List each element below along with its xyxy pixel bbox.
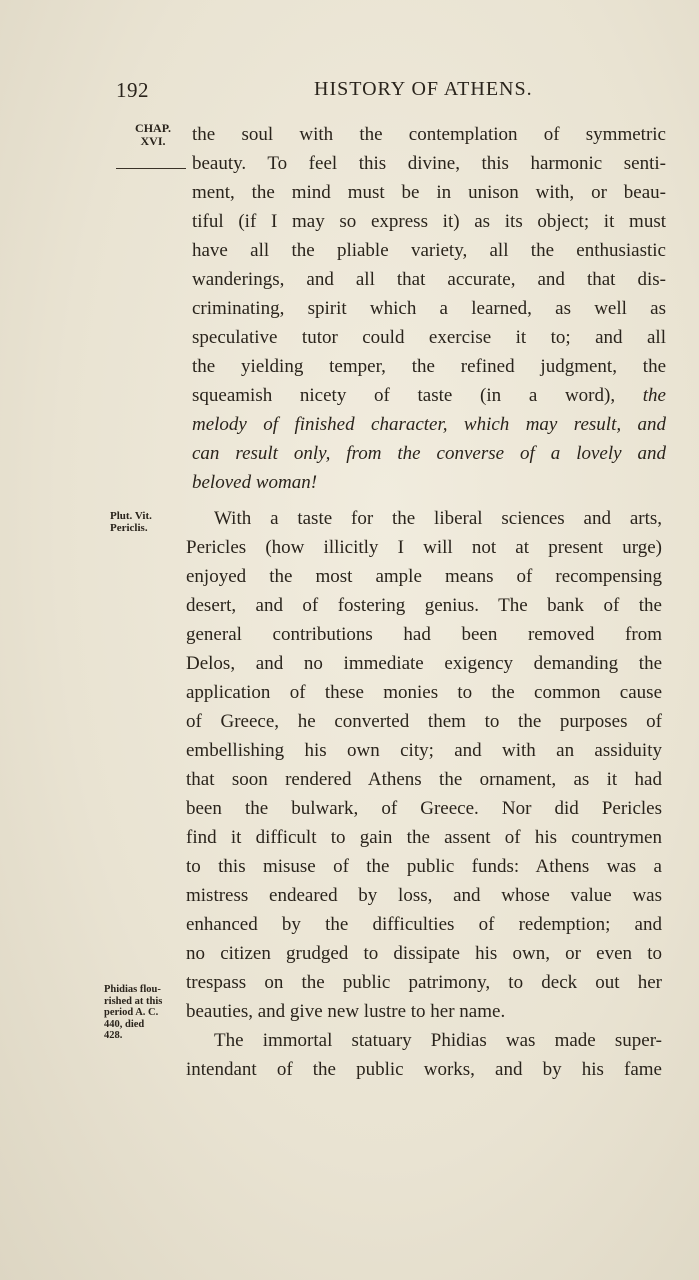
text-line: trespass on the public patrimony, to deck out her	[186, 972, 662, 993]
text-line: desert, and of fostering genius. The bank of the	[186, 595, 662, 616]
chapter-marker	[126, 122, 180, 148]
margin-note-line: period A. C.	[104, 1007, 159, 1018]
text-line: of Greece, he converted them to the purposes of	[186, 711, 662, 732]
text-line: embellishing his own city; and with an assiduity	[186, 740, 662, 761]
text-line: enhanced by the difficulties of redemption; and	[186, 914, 662, 935]
margin-note-line: 428.	[104, 1030, 123, 1041]
chapter-label: CHAP.	[135, 121, 171, 135]
margin-note-plutarch	[110, 510, 180, 534]
text-line: mistress endeared by loss, and whose value was	[186, 885, 662, 906]
margin-note-phidias	[104, 984, 184, 1042]
text-line: tiful (if I may so express it) as its object; it must	[192, 211, 666, 232]
text-line: With a taste for the liberal sciences and arts,	[214, 508, 662, 529]
text-line: wanderings, and all that accurate, and that dis-	[192, 269, 666, 290]
text-line: the soul with the contemplation of symmetric	[192, 124, 666, 145]
text-line: enjoyed the most ample means of recompensing	[186, 566, 662, 587]
text-line	[192, 381, 666, 410]
margin-note-line: rished at this	[104, 995, 163, 1007]
text-line: ment, the mind must be in unison with, or beau-	[192, 182, 666, 203]
text-line: intendant of the public works, and by his fame	[186, 1059, 662, 1080]
margin-note-line: 440, died	[104, 1018, 145, 1030]
chapter-number: XVI.	[140, 134, 166, 148]
page-number: 192	[116, 78, 149, 102]
text-line: melody of finished character, which may result, and	[192, 414, 666, 435]
margin-note-line: Plut. Vit.	[110, 510, 152, 522]
text-line: that soon rendered Athens the ornament, as it had	[186, 769, 662, 790]
paragraph-continued	[192, 120, 666, 497]
text-line: criminating, spirit which a learned, as well as	[192, 298, 666, 319]
text-line: beauties, and give new lustre to her name.	[186, 1001, 506, 1022]
running-title: HISTORY OF ATHENS.	[314, 78, 533, 100]
text-line: beauty. To feel this divine, this harmonic senti-	[192, 153, 666, 174]
paragraph-pericles	[186, 504, 662, 1084]
text-line: speculative tutor could exercise it to; and all	[192, 327, 666, 348]
text-line: the yielding temper, the refined judgment, the	[192, 356, 666, 377]
text-line: Delos, and no immediate exigency demanding the	[186, 653, 662, 674]
text-line: have all the pliable variety, all the enthusiastic	[192, 240, 666, 261]
text-line: beloved woman!	[192, 472, 318, 493]
chapter-rule	[116, 168, 186, 169]
text-line: find it difficult to gain the assent of his countrymen	[186, 827, 662, 848]
text-line: no citizen grudged to dissipate his own, or even to	[186, 943, 662, 964]
text-line: Pericles (how illicitly I will not at present urge)	[186, 537, 662, 558]
text-line: to this misuse of the public funds: Athens was a	[186, 856, 662, 877]
margin-note-line: Phidias flou-	[104, 984, 161, 995]
margin-note-line: Periclis.	[110, 522, 148, 534]
text-roman: squeamish nicety of taste (in a word),	[192, 385, 643, 406]
text-italic: the	[642, 385, 666, 406]
text-line: general contributions had been removed from	[186, 624, 662, 645]
text-line: been the bulwark, of Greece. Nor did Pericles	[186, 798, 662, 819]
text-line: application of these monies to the common cause	[186, 682, 662, 703]
text-line: can result only, from the converse of a lovely and	[192, 443, 666, 464]
text-line: The immortal statuary Phidias was made super-	[214, 1030, 662, 1051]
